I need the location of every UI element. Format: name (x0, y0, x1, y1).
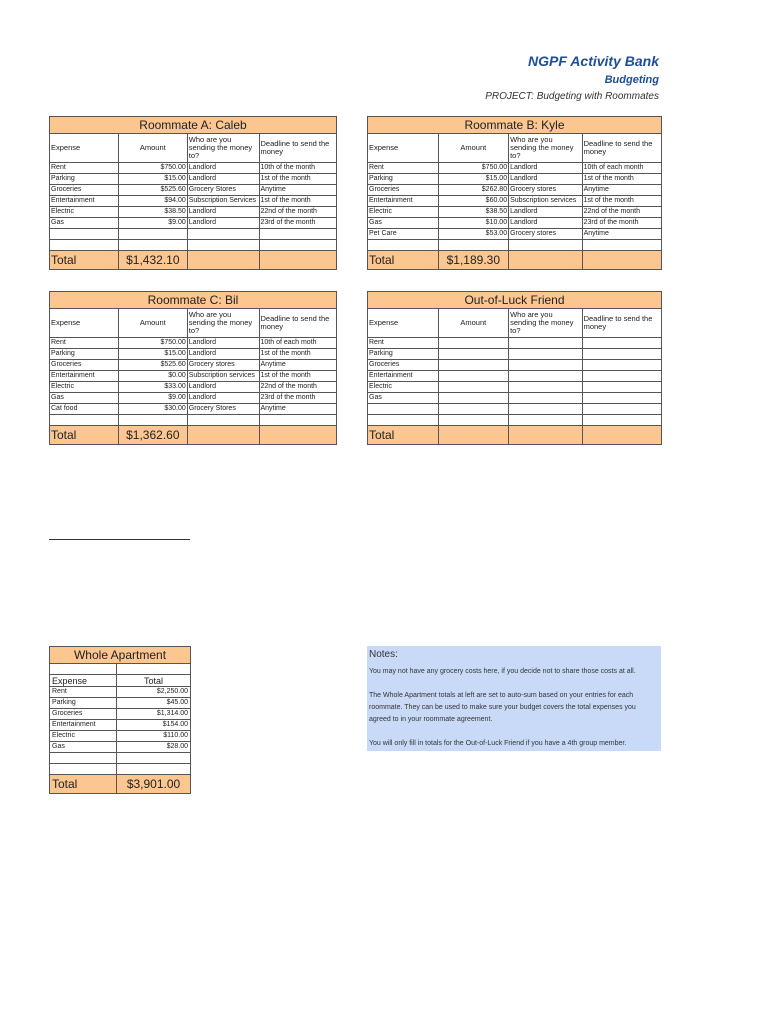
recipient-cell[interactable]: Subscription services (187, 371, 259, 382)
deadline-cell[interactable] (582, 240, 661, 251)
total-value: $1,189.30 (438, 251, 509, 270)
amount-cell[interactable] (438, 240, 509, 251)
recipient-cell[interactable]: Landlord (187, 218, 259, 229)
table-title: Out-of-Luck Friend (368, 292, 662, 309)
expense-cell[interactable]: Gas (50, 393, 119, 404)
amount-cell[interactable]: $0.00 (118, 371, 187, 382)
col-deadline-header: Deadline to send the money (259, 134, 337, 163)
amount-cell[interactable] (118, 240, 187, 251)
table-row (50, 229, 337, 240)
amount-cell[interactable] (118, 415, 187, 426)
column-header-row (50, 134, 337, 163)
col-expense-header: Expense (50, 675, 117, 687)
roommate-c-table (49, 291, 337, 445)
roommate-b-table (367, 116, 662, 270)
table-row (368, 163, 662, 174)
deadline-cell[interactable]: Anytime (582, 185, 661, 196)
col-expense-header: Expense (368, 134, 439, 163)
amount-cell[interactable]: $15.00 (118, 174, 187, 185)
blank-cell (582, 426, 661, 445)
blank-cell (259, 426, 337, 445)
blank-cell (582, 251, 661, 270)
col-who-header: Who are you sending the money to? (509, 309, 583, 338)
expense-cell[interactable]: Entertainment (368, 196, 439, 207)
expense-cell (50, 764, 117, 775)
expense-cell[interactable]: Groceries (50, 360, 119, 371)
table-row (50, 382, 337, 393)
deadline-cell[interactable] (259, 229, 337, 240)
blank-cell (187, 426, 259, 445)
amount-cell[interactable]: $262.80 (438, 185, 509, 196)
total-row (50, 426, 337, 445)
table-row (368, 382, 662, 393)
table-row (50, 698, 191, 709)
amount-cell[interactable]: $15.00 (438, 174, 509, 185)
notes-paragraph-2: The Whole Apartment totals at left are set to auto-sum based on your entries for each roommate. They can be used to make sure your budget covers the total expenses you agreed to in your roommate agreement. (369, 692, 636, 723)
expense-cell[interactable]: Parking (50, 349, 119, 360)
table-row (50, 174, 337, 185)
blank-cell (259, 251, 337, 270)
deadline-cell[interactable] (582, 393, 661, 404)
col-amount-header: Amount (438, 309, 509, 338)
table-row (50, 218, 337, 229)
recipient-cell[interactable]: Landlord (509, 174, 583, 185)
deadline-cell[interactable]: 10th of each month (582, 163, 661, 174)
recipient-cell[interactable]: Landlord (187, 163, 259, 174)
expense-cell[interactable] (368, 240, 439, 251)
roommate-a-table (49, 116, 337, 270)
recipient-cell[interactable] (509, 393, 583, 404)
notes-box (367, 646, 661, 751)
expense-cell[interactable]: Gas (50, 218, 119, 229)
table-row (368, 360, 662, 371)
expense-cell[interactable] (368, 415, 439, 426)
recipient-cell[interactable] (187, 415, 259, 426)
deadline-cell[interactable]: 10th of each moth (259, 338, 337, 349)
table-row (368, 174, 662, 185)
total-value: $1,432.10 (118, 251, 187, 270)
amount-cell[interactable] (438, 404, 509, 415)
amount-cell[interactable] (118, 229, 187, 240)
amount-cell[interactable]: $750.00 (118, 338, 187, 349)
deadline-cell[interactable] (582, 371, 661, 382)
expense-cell[interactable]: Electric (368, 382, 439, 393)
total-cell: $28.00 (117, 742, 191, 753)
table-row (50, 338, 337, 349)
col-deadline-header: Deadline to send the money (582, 309, 661, 338)
expense-cell: Electric (50, 731, 117, 742)
table-row (368, 393, 662, 404)
amount-cell[interactable]: $10.00 (438, 218, 509, 229)
deadline-cell[interactable]: 23rd of the month (259, 218, 337, 229)
whole-total-value: $3,901.00 (117, 775, 191, 794)
total-cell: $2,250.00 (117, 687, 191, 698)
recipient-cell[interactable]: Grocery stores (187, 360, 259, 371)
deadline-cell[interactable]: 23rd of the month (582, 218, 661, 229)
expense-cell[interactable] (50, 240, 119, 251)
amount-cell[interactable]: $38.50 (438, 207, 509, 218)
deadline-cell[interactable]: 1st of the month (259, 349, 337, 360)
col-expense-header: Expense (50, 134, 119, 163)
total-value (438, 426, 509, 445)
col-amount-header: Amount (118, 309, 187, 338)
table-row (50, 207, 337, 218)
deadline-cell[interactable] (582, 349, 661, 360)
deadline-cell[interactable]: 1st of the month (582, 196, 661, 207)
table-row (50, 687, 191, 698)
total-label: Total (50, 775, 117, 794)
deadline-cell[interactable]: 1st of the month (259, 196, 337, 207)
col-who-header: Who are you sending the money to? (187, 134, 259, 163)
amount-cell[interactable]: $60.00 (438, 196, 509, 207)
deadline-cell[interactable]: Anytime (259, 185, 337, 196)
recipient-cell[interactable]: Landlord (509, 163, 583, 174)
expense-cell[interactable]: Electric (368, 207, 439, 218)
total-label: Total (50, 426, 119, 445)
recipient-cell[interactable] (187, 240, 259, 251)
table-row (50, 393, 337, 404)
amount-cell[interactable]: $33.00 (118, 382, 187, 393)
table-row (50, 371, 337, 382)
total-row (368, 251, 662, 270)
recipient-cell[interactable] (509, 360, 583, 371)
page-header (485, 52, 659, 105)
table-row (50, 163, 337, 174)
recipient-cell[interactable]: Landlord (187, 207, 259, 218)
total-row (368, 426, 662, 445)
table-row (50, 742, 191, 753)
column-header-row (50, 309, 337, 338)
col-expense-header: Expense (368, 309, 439, 338)
table-row (368, 404, 662, 415)
recipient-cell[interactable]: Landlord (187, 382, 259, 393)
deadline-cell[interactable] (582, 404, 661, 415)
total-cell: $110.00 (117, 731, 191, 742)
col-total-header: Total (117, 675, 191, 687)
recipient-cell[interactable] (509, 338, 583, 349)
recipient-cell[interactable]: Subscription Services (187, 196, 259, 207)
expense-cell: Parking (50, 698, 117, 709)
deadline-cell[interactable]: 22nd of the month (259, 207, 337, 218)
expense-cell[interactable]: Rent (50, 163, 119, 174)
total-cell: $154.00 (117, 720, 191, 731)
amount-cell[interactable]: $750.00 (438, 163, 509, 174)
expense-cell[interactable]: Parking (368, 349, 439, 360)
table-row (368, 338, 662, 349)
table-row (368, 207, 662, 218)
deadline-cell[interactable]: 23rd of the month (259, 393, 337, 404)
recipient-cell[interactable]: Landlord (187, 174, 259, 185)
deadline-cell[interactable]: Anytime (259, 404, 337, 415)
expense-cell[interactable]: Entertainment (50, 371, 119, 382)
expense-cell[interactable]: Electric (50, 207, 119, 218)
table-row (50, 349, 337, 360)
expense-cell[interactable]: Gas (368, 393, 439, 404)
deadline-cell[interactable]: 10th of the month (259, 163, 337, 174)
recipient-cell[interactable]: Landlord (187, 338, 259, 349)
table-title: Roommate B: Kyle (368, 117, 662, 134)
table-row (50, 731, 191, 742)
amount-cell[interactable]: $9.00 (118, 393, 187, 404)
expense-cell[interactable]: Cat food (50, 404, 119, 415)
expense-cell: Gas (50, 742, 117, 753)
notes-paragraph-1: You may not have any grocery costs here, if you decide not to share those costs at all. (369, 668, 636, 675)
expense-cell[interactable]: Rent (368, 338, 439, 349)
amount-cell[interactable] (438, 393, 509, 404)
expense-cell[interactable]: Parking (50, 174, 119, 185)
deadline-cell[interactable]: 22nd of the month (582, 207, 661, 218)
table-row (368, 185, 662, 196)
deadline-cell[interactable] (259, 240, 337, 251)
deadline-cell[interactable] (582, 338, 661, 349)
deadline-cell[interactable]: 1st of the month (259, 371, 337, 382)
blank-cell[interactable] (117, 664, 191, 675)
blank-cell (187, 251, 259, 270)
recipient-cell[interactable]: Grocery stores (509, 185, 583, 196)
table-row (50, 415, 337, 426)
expense-cell[interactable] (50, 415, 119, 426)
amount-cell[interactable]: $94.00 (118, 196, 187, 207)
total-label: Total (368, 251, 439, 270)
recipient-cell[interactable] (509, 382, 583, 393)
deadline-cell[interactable]: Anytime (259, 360, 337, 371)
table-row (50, 764, 191, 775)
expense-cell[interactable] (50, 229, 119, 240)
expense-cell[interactable]: Rent (50, 338, 119, 349)
col-amount-header: Amount (118, 134, 187, 163)
expense-cell[interactable]: Entertainment (368, 371, 439, 382)
recipient-cell[interactable] (509, 415, 583, 426)
total-cell (117, 764, 191, 775)
expense-cell[interactable]: Groceries (368, 185, 439, 196)
expense-cell[interactable]: Rent (368, 163, 439, 174)
expense-cell: Entertainment (50, 720, 117, 731)
amount-cell[interactable]: $9.00 (118, 218, 187, 229)
amount-cell[interactable] (438, 371, 509, 382)
divider-line (49, 539, 190, 540)
blank-cell (509, 426, 583, 445)
total-label: Total (50, 251, 119, 270)
amount-cell[interactable]: $30.00 (118, 404, 187, 415)
amount-cell[interactable]: $53.00 (438, 229, 509, 240)
notes-title: Notes: (369, 649, 398, 660)
table-title: Roommate A: Caleb (50, 117, 337, 134)
total-label: Total (368, 426, 439, 445)
col-who-header: Who are you sending the money to? (509, 134, 583, 163)
total-cell (117, 753, 191, 764)
table-row (368, 240, 662, 251)
amount-cell[interactable] (438, 415, 509, 426)
table-row (368, 415, 662, 426)
table-row (50, 404, 337, 415)
deadline-cell[interactable]: 22nd of the month (259, 382, 337, 393)
deadline-cell[interactable] (582, 382, 661, 393)
column-header-row (368, 134, 662, 163)
deadline-cell[interactable]: 1st of the month (259, 174, 337, 185)
total-cell: $1,314.00 (117, 709, 191, 720)
col-deadline-header: Deadline to send the money (259, 309, 337, 338)
expense-cell: Rent (50, 687, 117, 698)
amount-cell[interactable] (438, 360, 509, 371)
amount-cell[interactable]: $525.60 (118, 185, 187, 196)
deadline-cell[interactable]: 1st of the month (582, 174, 661, 185)
amount-cell[interactable]: $750.00 (118, 163, 187, 174)
header-title: NGPF Activity Bank (528, 53, 659, 69)
recipient-cell[interactable] (187, 229, 259, 240)
recipient-cell[interactable]: Grocery stores (509, 229, 583, 240)
table-row (50, 196, 337, 207)
table-row (50, 240, 337, 251)
recipient-cell[interactable]: Landlord (187, 349, 259, 360)
expense-cell[interactable]: Entertainment (50, 196, 119, 207)
recipient-cell[interactable]: Grocery Stores (187, 185, 259, 196)
whole-apartment-table (49, 646, 191, 794)
recipient-cell[interactable]: Grocery Stores (187, 404, 259, 415)
table-row (368, 218, 662, 229)
header-subtitle: Budgeting (604, 74, 659, 86)
expense-cell: Groceries (50, 709, 117, 720)
amount-cell[interactable] (438, 349, 509, 360)
deadline-cell[interactable] (582, 360, 661, 371)
table-row (368, 196, 662, 207)
amount-cell[interactable] (438, 382, 509, 393)
deadline-cell[interactable]: Anytime (582, 229, 661, 240)
col-expense-header: Expense (50, 309, 119, 338)
table-row (50, 720, 191, 731)
recipient-cell[interactable] (509, 404, 583, 415)
blank-cell[interactable] (50, 664, 117, 675)
recipient-cell[interactable] (509, 349, 583, 360)
recipient-cell[interactable]: Landlord (509, 207, 583, 218)
recipient-cell[interactable] (509, 371, 583, 382)
table-row (368, 229, 662, 240)
total-cell: $45.00 (117, 698, 191, 709)
expense-cell (50, 753, 117, 764)
expense-cell[interactable] (368, 404, 439, 415)
table-row (50, 709, 191, 720)
amount-cell[interactable] (438, 338, 509, 349)
expense-cell[interactable]: Groceries (368, 360, 439, 371)
recipient-cell[interactable]: Landlord (187, 393, 259, 404)
table-row (50, 753, 191, 764)
deadline-cell[interactable] (582, 415, 661, 426)
blank-cell (509, 251, 583, 270)
col-deadline-header: Deadline to send the money (582, 134, 661, 163)
deadline-cell[interactable] (259, 415, 337, 426)
recipient-cell[interactable] (509, 240, 583, 251)
recipient-cell[interactable]: Landlord (509, 218, 583, 229)
project-title: PROJECT: Budgeting with Roommates (485, 91, 659, 102)
expense-cell[interactable]: Groceries (50, 185, 119, 196)
total-value: $1,362.60 (118, 426, 187, 445)
expense-cell[interactable]: Pet Care (368, 229, 439, 240)
expense-cell[interactable]: Gas (368, 218, 439, 229)
amount-cell[interactable]: $15.00 (118, 349, 187, 360)
amount-cell[interactable]: $38.50 (118, 207, 187, 218)
table-row (50, 185, 337, 196)
table-title: Roommate C: Bil (50, 292, 337, 309)
table-row (368, 371, 662, 382)
col-amount-header: Amount (438, 134, 509, 163)
table-row (368, 349, 662, 360)
col-who-header: Who are you sending the money to? (187, 309, 259, 338)
amount-cell[interactable]: $525.60 (118, 360, 187, 371)
total-row (50, 251, 337, 270)
expense-cell[interactable]: Parking (368, 174, 439, 185)
notes-paragraph-3: You will only fill in totals for the Out-of-Luck Friend if you have a 4th group member. (369, 740, 627, 747)
friend-table (367, 291, 662, 445)
expense-cell[interactable]: Electric (50, 382, 119, 393)
column-header-row (368, 309, 662, 338)
recipient-cell[interactable]: Subscription services (509, 196, 583, 207)
whole-apartment-title: Whole Apartment (50, 647, 191, 664)
table-row (50, 360, 337, 371)
